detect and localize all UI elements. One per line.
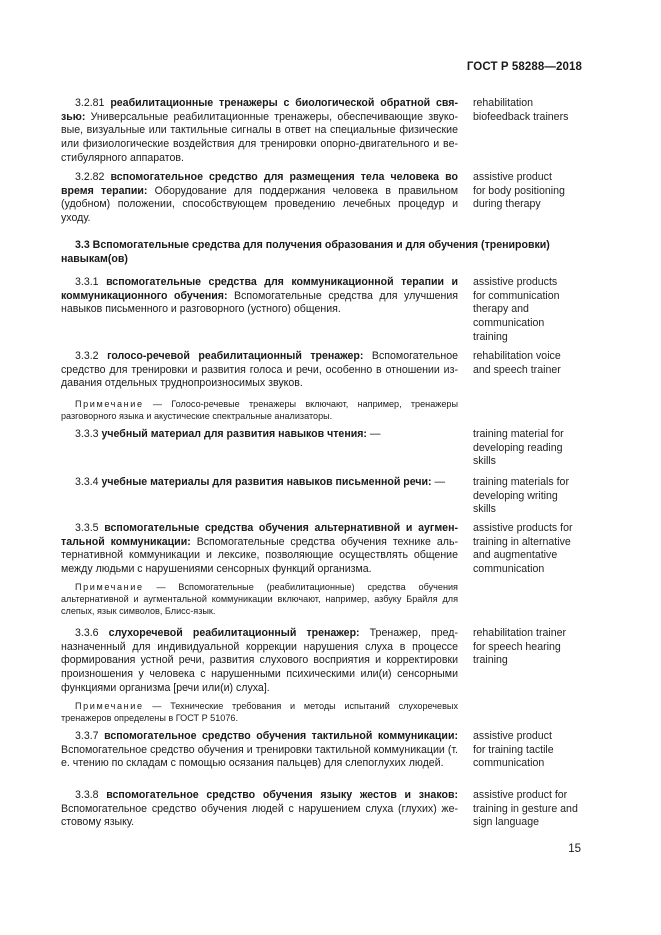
english-equivalent: assistive product for training tactile communication	[473, 730, 554, 770]
term-text: 3.3.6 слухоречевой реабилитационный тренажер: Тренажер, предназначенный для индивидуальной коррекции нарушения слуха в процессе формирования устной речи, развития слухового восприятия и корректировки произношения у человека с нарушенными психическими или(и) сенсорными функциями организма [речи или(и) слуха].	[61, 627, 458, 694]
term-definition: Вспомогательное средство обучения людей с нарушением слуха (глухих) жестовому языку.	[61, 802, 458, 829]
term-title: учебные материалы для развития навыков письменной речи:	[101, 476, 432, 488]
english-equivalent: training material for developing reading skills	[473, 428, 564, 468]
term-definition: Тренажер, предназначенный для индивидуальной коррекции нарушения слуха в процессе формирования устной речи, развития слухового восприятия и корректировки произношения у человека с нарушенными психическими или(и) сенсорными функциями организма [речи или(и) слуха].	[61, 627, 458, 694]
term-text: 3.3.3 учебный материал для развития навыков чтения: —	[75, 428, 381, 440]
term-text: 3.3.7 вспомогательное средство обучения тактильной коммуникации: Вспомогательное средство обучения и тренировки тактильной коммуникации (т. е. чтению по складам с помощью осязания пальцев) для слепоглухих людей.	[61, 730, 458, 770]
term-title: учебный материал для развития навыков чтения:	[101, 428, 367, 440]
english-equivalent: assistive products for training in alternative and augmentative communication	[473, 522, 573, 576]
section-heading: 3.3 Вспомогательные средства для получения образования и для обучения (тренировки) навыкам(ов)	[61, 239, 550, 265]
term-text: 3.3.1 вспомогательные средства для коммуникационной терапии и коммуникационного обучения: Вспомогательные средства для улучшения навыков письменного и разговорного (устного) общения.	[61, 276, 459, 316]
term-title: вспомогательное средство обучения тактильной коммуникации:	[104, 730, 458, 742]
term-text: 3.3.4 учебные материалы для развития навыков письменной речи: —	[75, 476, 446, 488]
english-equivalent: assistive product for training in gesture and sign language	[473, 789, 578, 829]
term-text: 3.3.8 вспомогательное средство обучения языку жестов и знаков: Вспомогательное средство обучения людей с нарушением слуха (глухих) жестовому языку.	[61, 789, 458, 829]
term-definition: —	[366, 428, 381, 440]
term-definition: Вспомогательные средства для улучшения навыков письменного и разговорного (устного) общения.	[61, 289, 458, 316]
page-number: 15	[568, 843, 581, 855]
note: Примечание — Технические требования и методы испытаний слухоречевых тренажеров определены в ГОСТ Р 51076.	[61, 701, 458, 724]
term-text: 3.3.5 вспомогательные средства обучения альтернативной и аугментальной коммуникации: Вспомогательные средства обучения технике альтернативной коммуникации и лексике, позволяющие осуществлять общение между людьми с нарушениями сенсорных функций организма.	[61, 522, 458, 576]
term-definition: Вспомогательные средства обучения технике альтернативной коммуникации и лексике, позволяющие осуществлять общение между людьми с нарушениями сенсорных функций организма.	[61, 535, 458, 576]
term-definition: Оборудование для поддержания человека в правильном (удобном) положении, способствующем проведению лечебных процедур и уходу.	[61, 184, 459, 225]
english-equivalent: assistive products for communication therapy and communication training	[473, 276, 560, 343]
term-title: вспомогательные средства обучения альтернативной и аугментальной коммуникации:	[61, 522, 458, 548]
english-equivalent: assistive product for body positioning during therapy	[473, 171, 565, 211]
term-title: вспомогательные средства для коммуникационной терапии и коммуникационного обучения:	[61, 276, 459, 302]
term-definition: —	[431, 476, 446, 488]
term-text: 3.2.82 вспомогательное средство для размещения тела человека во время терапии: Оборудование для поддержания человека в правильном (удобном) положении, способствующем проведению лечебных процедур и уходу.	[61, 171, 459, 225]
term-title: вспомогательное средство обучения языку жестов и знаков:	[106, 789, 458, 801]
term-definition: Вспомогательное средство обучения и тренировки тактильной коммуникации (т. е. чтению по складам с помощью осязания пальцев) для слепоглухих людей.	[61, 743, 458, 770]
term-title: вспомогательное средство для размещения тела человека во время терапии:	[61, 171, 458, 197]
term-title: слухоречевой реабилитационный тренажер:	[108, 627, 360, 639]
document-code: ГОСТ Р 58288—2018	[466, 61, 582, 73]
term-title: реабилитационные тренажеры с биологической обратной связью:	[61, 97, 458, 123]
english-equivalent: rehabilitation voice and speech trainer	[473, 350, 561, 376]
note: Примечание — Голосо-речевые тренажеры включают, например, тренажеры разговорного языка и акустические спектральные анализаторы.	[61, 399, 458, 422]
term-text: 3.2.81 реабилитационные тренажеры с биологической обратной связью: Универсальные реабилитационные тренажеры, обеспечивающие звуковые, визуальные или тактильные сигналы в ответ на специальные физические или физиологические воздействия для тренировки опорно-двигательного и вестибулярного аппаратов.	[61, 97, 458, 164]
note: Примечание — Вспомогательные (реабилитационные) средства обучения альтернативной и аугментальной коммуникации включают, например, азбуку Брайля для слепых, язык символов, Блисс-язык.	[61, 582, 458, 617]
english-equivalent: training materials for developing writing skills	[473, 476, 569, 516]
term-definition: Универсальные реабилитационные тренажеры, обеспечивающие звуковые, визуальные или тактильные сигналы в ответ на специальные физические или физиологические воздействия для тренировки опорно-двигательного и вестибулярного аппаратов.	[61, 110, 458, 164]
term-title: голосо-речевой реабилитационный тренажер:	[107, 350, 364, 362]
term-text: 3.3.2 голосо-речевой реабилитационный тренажер: Вспомогательное средство для тренировки и развития голоса и речи, особенно в отношении издавания отдельных труднопроизносимых звуков.	[61, 350, 458, 390]
english-equivalent: rehabilitation biofeedback trainers	[473, 97, 569, 123]
term-definition: Вспомогательное средство для тренировки и развития голоса и речи, особенно в отношении издавания отдельных труднопроизносимых звуков.	[61, 350, 458, 390]
english-equivalent: rehabilitation trainer for speech hearing training	[473, 627, 567, 667]
